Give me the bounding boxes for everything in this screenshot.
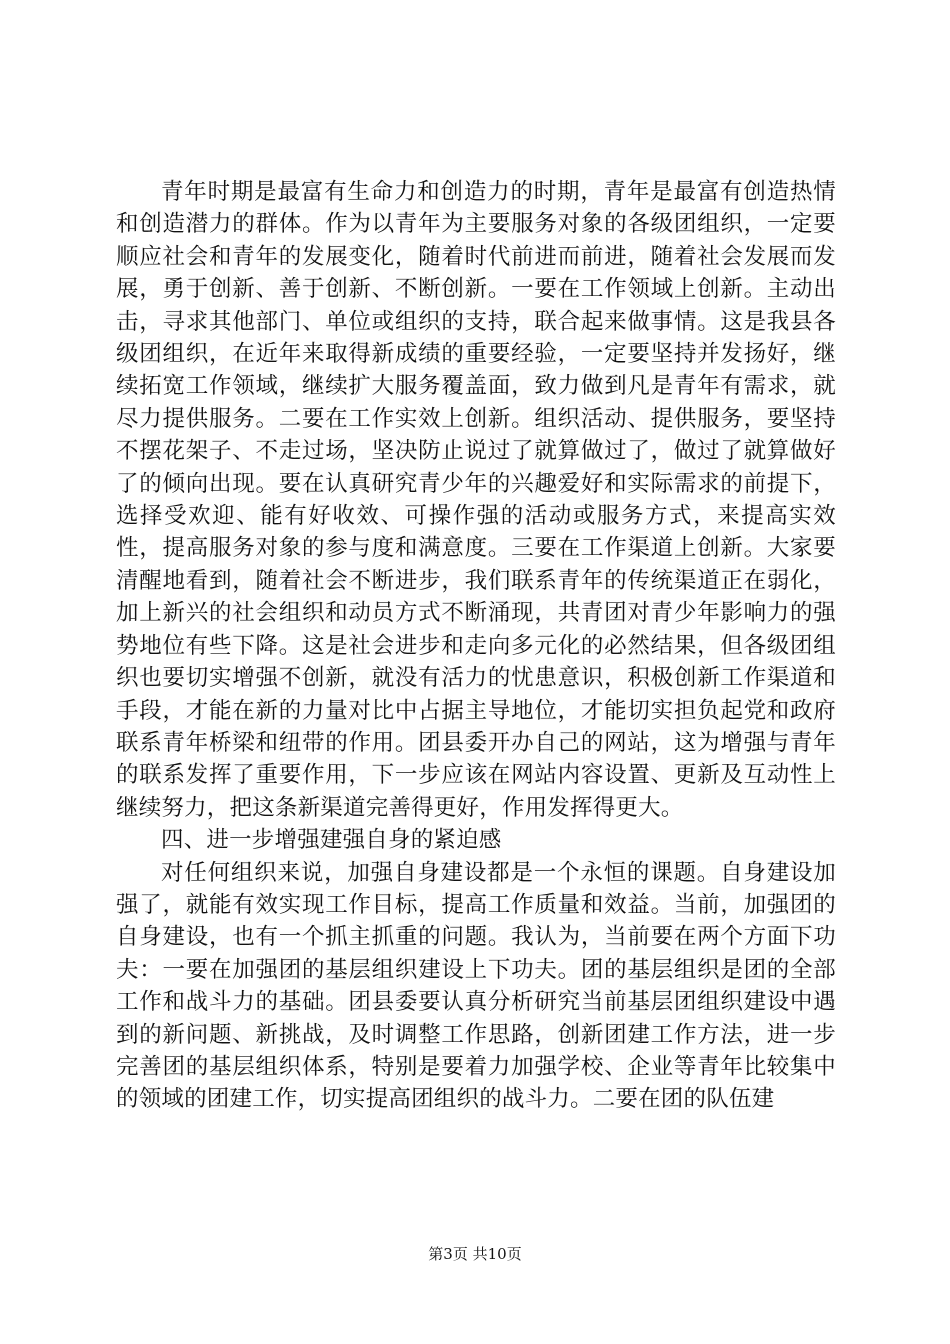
paragraph-innovation: 青年时期是最富有生命力和创造力的时期，青年是最富有创造热情和创造潜力的群体。作为以青年为主要服务对象的各级团组织，一定要顺应社会和青年的发展变化，随着时代前进而前进，随着社会发展而发展，勇于创新、善于创新、不断创新。一要在工作领域上创新。主动出击，寻求其他部门、单位或组织的支持，联合起来做事情。这是我县各级团组织，在近年来取得新成绩的重要经验，一定要坚持并发扬好，继续拓宽工作领域，继续扩大服务覆盖面，致力做到凡是青年有需求，就尽力提供服务。二要在工作实效上创新。组织活动、提供服务，要坚持不摆花架子、不走过场，坚决防止说过了就算做过了，做过了就算做好了的倾向出现。要在认真研究青少年的兴趣爱好和实际需求的前提下，选择受欢迎、能有好收效、可操作强的活动或服务方式，来提高实效性，提高服务对象的参与度和满意度。三要在工作渠道上创新。大家要清醒地看到，随着社会不断进步，我们联系青年的传统渠道正在弱化，加上新兴的社会组织和动员方式不断涌现，共青团对青少年影响力的强势地位有些下降。这是社会进步和走向多元化的必然结果，但各级团组织也要切实增强不创新，就没有活力的忧患意识，积极创新工作渠道和手段，才能在新的力量对比中占据主导地位，才能切实担负起党和政府联系青年桥梁和纽带的作用。团县委开办自己的网站，这为增强与青年的联系发挥了重要作用，下一步应该在网站内容设置、更新及互动性上继续努力，把这条新渠道完善得更好，作用发挥得更大。	[116, 179, 836, 821]
paragraph-self-building: 对任何组织来说，加强自身建设都是一个永恒的课题。自身建设加强了，就能有效实现工作目标，提高工作质量和效益。当前，加强团的自身建设，也有一个抓主抓重的问题。我认为，当前要在两个方面下功夫：一要在加强团的基层组织建设上下功夫。团的基层组织是团的全部工作和战斗力的基础。团县委要认真分析研究当前基层团组织建设中遇到的新问题、新挑战，及时调整工作思路，创新团建工作方法，进一步完善团的基层组织体系，特别是要着力加强学校、企业等青年比较集中的领域的团建工作，切实提高团组织的战斗力。二要在团的队伍建	[116, 859, 836, 1113]
document-body	[116, 176, 836, 1116]
section-heading-four: 四、进一步增强建强自身的紧迫感	[161, 827, 502, 854]
page-number-footer: 第3页 共10页	[428, 1245, 522, 1263]
